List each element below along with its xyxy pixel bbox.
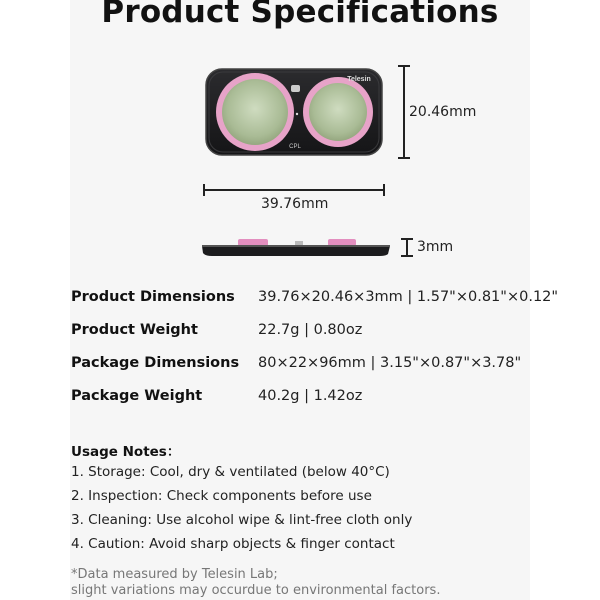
filter-side-view [200, 236, 392, 258]
latch [291, 85, 300, 92]
height-label: 20.46mm [409, 104, 477, 120]
spec-label: Package Weight [71, 388, 203, 404]
right-lens [309, 83, 367, 141]
width-label: 39.76mm [261, 196, 329, 212]
disclaimer-line-2: slight variations may occurdue to environmental factors. [71, 583, 441, 598]
spec-label: Product Dimensions [71, 289, 235, 305]
spec-label: Package Dimensions [71, 355, 240, 371]
spec-value: 22.7g | 0.80oz [258, 322, 363, 338]
spec-row [71, 322, 541, 346]
height-dimension-line [403, 66, 405, 159]
brand-logo: Telesin [347, 76, 371, 83]
filter-top-view [205, 68, 383, 156]
usage-notes-title: Usage Notes： [71, 444, 181, 460]
spec-row [71, 388, 541, 412]
usage-note: 3. Cleaning: Use alcohol wipe & lint-free cloth only [71, 512, 413, 528]
left-lens [222, 79, 288, 145]
spec-row [71, 355, 541, 379]
thickness-label: 3mm [417, 239, 454, 255]
width-dimension-line [203, 189, 385, 191]
spec-value: 80×22×96mm | 3.15"×0.87"×3.78" [258, 355, 522, 371]
spec-row [71, 289, 559, 313]
filter-label: CPL [289, 144, 301, 150]
usage-note: 2. Inspection: Check components before use [71, 488, 372, 504]
disclaimer-line-1: *Data measured by Telesin Lab; [71, 567, 278, 582]
spec-label: Product Weight [71, 322, 198, 338]
page-title: Product Specifications [101, 0, 499, 30]
spec-value: 39.76×20.46×3mm | 1.57"×0.81"×0.12" [258, 289, 559, 305]
usage-note: 1. Storage: Cool, dry & ventilated (below 40°C) [71, 464, 390, 480]
spec-value: 40.2g | 1.42oz [258, 388, 363, 404]
usage-note: 4. Caution: Avoid sharp objects & finger contact [71, 536, 395, 552]
